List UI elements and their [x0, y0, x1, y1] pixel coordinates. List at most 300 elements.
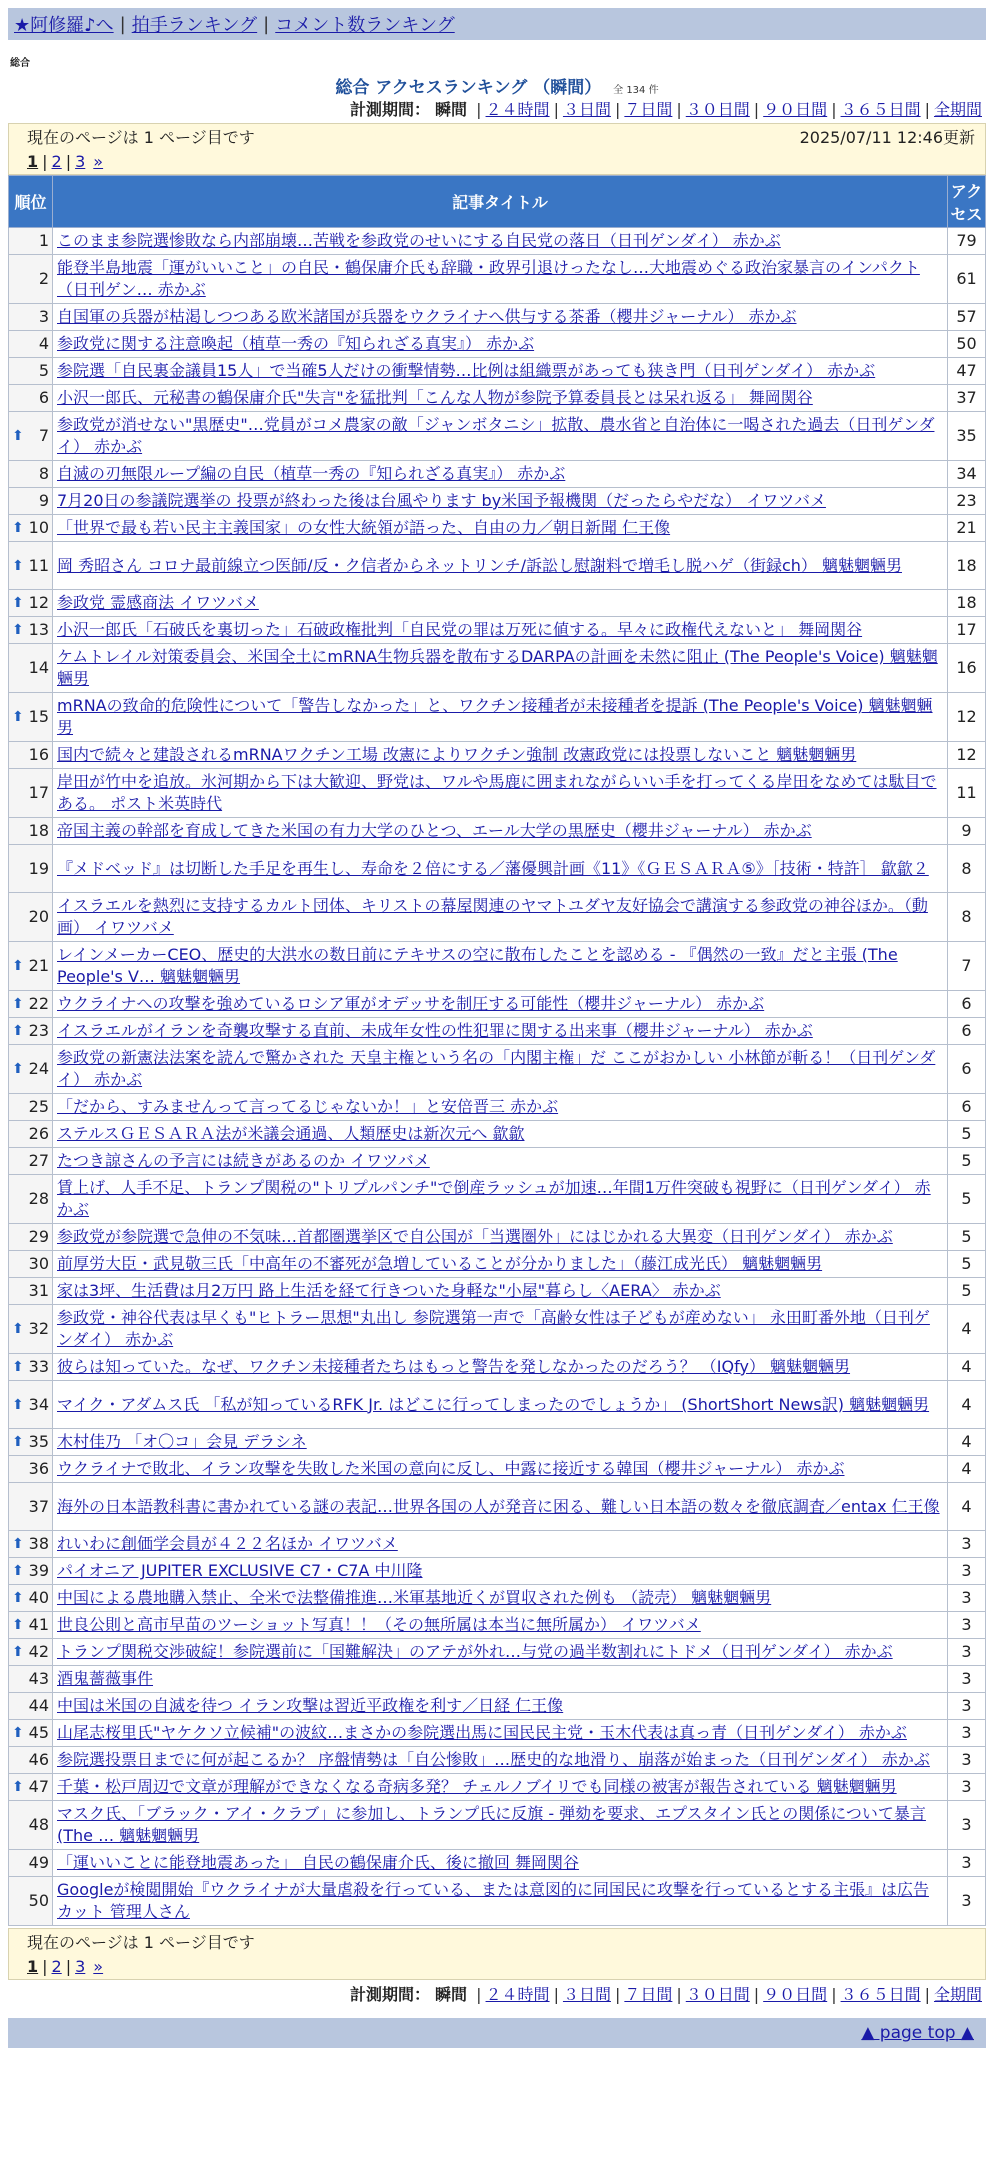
period-separator: | — [753, 100, 760, 119]
access-count: 3 — [948, 1639, 986, 1666]
article-title-link[interactable]: このまま参院選惨敗なら内部崩壊…苦戦を参政党のせいにする自民党の落日（日刊ゲンダイ） 赤かぶ — [57, 231, 781, 250]
rank-cell — [9, 1558, 53, 1585]
article-title-link[interactable]: 帝国主義の幹部を育成してきた米国の有力大学のひとつ、エール大学の黒歴史（櫻井ジャーナル） 赤かぶ — [57, 821, 812, 840]
page-link-2[interactable]: 2 — [51, 151, 62, 171]
rank-up-arrow-icon: ⬆ — [12, 1779, 24, 1795]
period-separator: | — [924, 100, 930, 119]
title-cell — [53, 644, 948, 693]
access-count: 3 — [948, 1558, 986, 1585]
access-count: 34 — [948, 461, 986, 488]
rank-number: 20 — [28, 907, 49, 926]
period-links — [472, 100, 982, 119]
article-title-link[interactable]: 自滅の刃無限ループ編の自民（植草一秀の『知られざる真実』） 赤かぶ — [57, 464, 566, 483]
access-count: 3 — [948, 1612, 986, 1639]
title-cell — [53, 331, 948, 358]
period-separator: | — [476, 100, 482, 119]
title-cell — [53, 1278, 948, 1305]
table-row — [9, 893, 986, 942]
rank-number: 5 — [38, 361, 49, 380]
title-cell — [53, 1045, 948, 1094]
access-count: 6 — [948, 1018, 986, 1045]
access-count: 12 — [948, 742, 986, 769]
table-row — [9, 1639, 986, 1666]
page-link-3[interactable]: 3 — [75, 1956, 86, 1976]
page-current: 1 — [27, 1956, 39, 1976]
page-heading — [0, 73, 994, 97]
rank-cell — [9, 1531, 53, 1558]
period-link[interactable]: ７日間 — [624, 100, 673, 119]
pagination-bottom — [8, 1928, 986, 1980]
table-row — [9, 1305, 986, 1354]
rank-cell — [9, 693, 53, 742]
rank-cell — [9, 1774, 53, 1801]
period-link[interactable]: ３日間 — [562, 100, 611, 119]
period-label: 計測期間： — [349, 100, 430, 119]
article-title-link[interactable]: 海外の日本語教科書に書かれている謎の表記…世界各国の人が発音に困る、難しい日本語の数々を徹底調査／entax 仁王像 — [57, 1496, 940, 1516]
rank-up-arrow-icon: ⬆ — [12, 1536, 24, 1552]
rank-number: 29 — [28, 1227, 49, 1246]
title-cell — [53, 412, 948, 461]
rank-up-arrow-icon: ⬆ — [12, 595, 24, 611]
rank-cell — [9, 1175, 53, 1224]
table-row — [9, 412, 986, 461]
article-title-link[interactable]: ウクライナで敗北、イラン攻撃を失敗した米国の意向に反し、中露に接近する韓国（櫻井ジャーナル） 赤かぶ — [57, 1459, 845, 1478]
title-cell — [53, 1429, 948, 1456]
rank-cell — [9, 845, 53, 893]
title-cell — [53, 515, 948, 542]
article-title-link[interactable]: 「世界で最も若い民主主義国家」の女性大統領が語った、自由の力／朝日新聞 仁王像 — [57, 518, 671, 537]
article-title-link[interactable]: 小沢一郎氏「石破氏を裏切った」石破政権批判「自民党の罪は万死に値する。早々に政権代えないと」 舞岡関谷 — [57, 620, 863, 639]
rank-number: 16 — [28, 745, 49, 764]
rank-cell — [9, 515, 53, 542]
article-title-link[interactable]: mRNAの致命的危険性について「警告しなかった」と、ワクチン接種者が未接種者を提訴 (The People's Voice) 魑魅魍魎男 — [57, 696, 933, 737]
table-row — [9, 1429, 986, 1456]
access-count: 4 — [948, 1456, 986, 1483]
site-home-link[interactable]: ★阿修羅♪へ — [14, 15, 114, 36]
section-label: 総合 — [10, 58, 30, 69]
rank-number: 7 — [38, 426, 49, 445]
article-title-link[interactable]: 中国による農地購入禁止、全米で法整備推進…米軍基地近くが買収された例も （読売） 魑魅魍魎男 — [57, 1588, 772, 1607]
table-row — [9, 1558, 986, 1585]
top-nav-bar — [8, 8, 986, 40]
access-count: 5 — [948, 1251, 986, 1278]
rank-number: 18 — [28, 821, 49, 840]
table-row — [9, 769, 986, 818]
page-info-text: 現在のページは 1 ページ目です — [27, 127, 255, 147]
period-selector-top — [0, 97, 982, 123]
title-cell — [53, 1381, 948, 1429]
table-row — [9, 385, 986, 412]
rank-number: 9 — [38, 491, 49, 510]
article-title-link[interactable]: 能登半島地震「運がいいこと」の自民・鶴保庸介氏も辞職・政界引退けったなし…大地震めぐる政治家暴言のインパクト（日刊ゲン… 赤かぶ — [57, 258, 920, 299]
rank-cell — [9, 1850, 53, 1877]
rank-number: 15 — [28, 707, 49, 726]
period-link[interactable]: ３６５日間 — [840, 100, 921, 119]
article-title-link[interactable]: 国内で続々と建設されるmRNAワクチン工場 改憲によりワクチン強制 改憲政党には投票しないこと 魑魅魍魎男 — [57, 745, 857, 764]
access-count: 4 — [948, 1429, 986, 1456]
access-count: 4 — [948, 1483, 986, 1531]
period-link[interactable]: ３０日間 — [685, 1985, 750, 2004]
article-title-link[interactable]: イスラエルがイランを奇襲攻撃する直前、未成年女性の性犯罪に関する出来事（櫻井ジャーナル） 赤かぶ — [57, 1021, 813, 1040]
period-current: 瞬間 — [435, 1985, 468, 2004]
title-cell — [53, 1483, 948, 1531]
article-title-link[interactable]: 世良公則と高市早苗のツーショット写真！！（その無所属は本当に無所属か） イワツバメ — [57, 1615, 701, 1634]
table-row — [9, 1381, 986, 1429]
rank-number: 17 — [28, 783, 49, 802]
article-title-link[interactable]: 中国は米国の自滅を待つ イラン攻撃は習近平政権を利す／日経 仁王像 — [57, 1696, 564, 1715]
page-link-2[interactable]: 2 — [51, 1956, 62, 1976]
period-link[interactable]: ３日間 — [562, 1985, 611, 2004]
rank-number: 22 — [28, 994, 49, 1013]
article-title-link[interactable]: 『メドベッド』は切断した手足を再生し、寿命を２倍にする／藩優興計画《11》《ＧＥＳＡＲＡ⑤》［技術・特許］ 歙歙２ — [57, 858, 929, 878]
access-count: 6 — [948, 1045, 986, 1094]
header-rank: 順位 — [9, 176, 53, 228]
rank-number: 27 — [28, 1151, 49, 1170]
rank-number: 26 — [28, 1124, 49, 1143]
article-title-link[interactable]: 参政党 霊感商法 イワツバメ — [57, 593, 259, 612]
article-title-link[interactable]: レインメーカーCEO、歴史的大洪水の数日前にテキサスの空に散布したことを認める - 『偶然の一致』だと主張 (The People's V… 魑魅魍魎男 — [57, 945, 898, 986]
rank-number: 14 — [28, 658, 49, 677]
access-count: 23 — [948, 488, 986, 515]
title-cell — [53, 617, 948, 644]
rank-cell — [9, 1224, 53, 1251]
rank-cell — [9, 1381, 53, 1429]
period-link[interactable]: 全期間 — [933, 1985, 982, 2004]
title-cell — [53, 769, 948, 818]
table-row — [9, 942, 986, 991]
page-links: 1 | 2 | 3 » — [27, 1956, 104, 1976]
table-row — [9, 1456, 986, 1483]
article-title-link[interactable]: 家は3坪、生活費は月2万円 路上生活を経て行きついた身軽な"小屋"暮らし〈AERA〉 赤かぶ — [57, 1281, 721, 1300]
page-next-link[interactable]: » — [93, 151, 104, 171]
page-next-link[interactable]: » — [93, 1956, 104, 1976]
period-separator: | — [676, 100, 682, 119]
title-cell — [53, 1720, 948, 1747]
access-count: 18 — [948, 542, 986, 590]
table-row — [9, 331, 986, 358]
access-count: 3 — [948, 1774, 986, 1801]
article-title-link[interactable]: たつき諒さんの予言には続きがあるのか イワツバメ — [57, 1151, 430, 1170]
article-title-link[interactable]: 「運いいことに能登地震あった」 自民の鶴保庸介氏、後に撤回 舞岡関谷 — [57, 1853, 580, 1872]
title-cell — [53, 1693, 948, 1720]
rank-cell — [9, 1666, 53, 1693]
table-row — [9, 1148, 986, 1175]
title-cell — [53, 1639, 948, 1666]
title-cell — [53, 1801, 948, 1850]
period-link[interactable]: ３６５日間 — [840, 1985, 921, 2004]
access-count: 9 — [948, 818, 986, 845]
rank-number: 40 — [28, 1588, 49, 1607]
rank-cell — [9, 385, 53, 412]
period-link[interactable]: ９０日間 — [763, 1985, 828, 2004]
table-row — [9, 818, 986, 845]
table-row — [9, 1121, 986, 1148]
rank-number: 44 — [28, 1696, 49, 1715]
article-title-link[interactable]: マイク・アダムス氏 「私が知っているRFK Jr. はどこに行ってしまったのでしょうか」 (ShortShort News訳) 魑魅魍魎男 — [57, 1394, 930, 1414]
rank-up-arrow-icon: ⬆ — [12, 428, 24, 444]
table-row — [9, 1175, 986, 1224]
table-row — [9, 515, 986, 542]
rank-cell — [9, 742, 53, 769]
article-title-link[interactable]: 酒鬼薔薇事件 — [57, 1669, 154, 1688]
rank-cell — [9, 1094, 53, 1121]
table-row — [9, 255, 986, 304]
article-title-link[interactable]: 「だから、すみませんって言ってるじゃないか！」と安倍晋三 赤かぶ — [57, 1097, 559, 1116]
rank-number: 13 — [28, 620, 49, 639]
access-count: 8 — [948, 893, 986, 942]
rank-number: 50 — [28, 1891, 49, 1910]
article-title-link[interactable]: 賃上げ、人手不足、トランプ関税の"トリプルパンチ"で倒産ラッシュが加速…年間1万件突破も視野に（日刊ゲンダイ） 赤かぶ — [57, 1178, 931, 1219]
rank-up-arrow-icon: ⬆ — [12, 709, 24, 725]
access-count: 50 — [948, 331, 986, 358]
article-title-link[interactable]: トランプ関税交渉破綻！参院選前に「国難解決」のアテが外れ…与党の過半数割れにトドメ（日刊ゲンダイ） 赤かぶ — [57, 1642, 893, 1661]
rank-number: 34 — [28, 1394, 49, 1414]
article-title-link[interactable]: 参政党が消せない"黒歴史"…党員がコメ農家の敵「ジャンボタニシ」拡散、農水省と自治体に一喝された過去（日刊ゲンダイ） 赤かぶ — [57, 415, 935, 456]
rank-cell — [9, 1877, 53, 1926]
title-cell — [53, 1175, 948, 1224]
rank-cell — [9, 255, 53, 304]
rank-cell — [9, 461, 53, 488]
period-separator: | — [676, 1985, 682, 2004]
rank-number: 19 — [28, 858, 49, 878]
article-title-link[interactable]: れいわに創価学会員が４２２名ほか イワツバメ — [57, 1534, 398, 1553]
table-row — [9, 1720, 986, 1747]
article-title-link[interactable]: 山尾志桜里氏"ヤケクソ立候補"の波紋…まさかの参院選出馬に国民民主党・玉木代表は真っ青（日刊ゲンダイ） 赤かぶ — [57, 1723, 907, 1742]
period-separator: | — [553, 100, 559, 119]
table-row — [9, 1774, 986, 1801]
access-count: 37 — [948, 385, 986, 412]
rank-cell — [9, 1018, 53, 1045]
access-count: 6 — [948, 991, 986, 1018]
article-title-link[interactable]: 参院選「自民裏金議員15人」で当確5人だけの衝撃情勢…比例は組織票があっても狭き門（日刊ゲンダイ） 赤かぶ — [57, 361, 876, 380]
rank-cell — [9, 1251, 53, 1278]
article-title-link[interactable]: 自国軍の兵器が枯渇しつつある欧米諸国が兵器をウクライナへ供与する茶番（櫻井ジャーナル） 赤かぶ — [57, 307, 797, 326]
comment-ranking-link[interactable]: コメント数ランキング — [275, 15, 455, 36]
rank-number: 28 — [28, 1189, 49, 1208]
table-row — [9, 1666, 986, 1693]
rank-up-arrow-icon: ⬆ — [12, 1563, 24, 1579]
title-cell — [53, 1612, 948, 1639]
rank-number: 8 — [38, 464, 49, 483]
access-count: 3 — [948, 1585, 986, 1612]
article-title-link[interactable]: 7月20日の参議院選挙の 投票が終わった後は台風やります by米国予報機関（だったらやだな） イワツバメ — [57, 491, 826, 510]
rank-cell — [9, 644, 53, 693]
title-cell — [53, 1251, 948, 1278]
period-link[interactable]: ２４時間 — [485, 100, 550, 119]
rank-number: 36 — [28, 1459, 49, 1478]
rank-cell — [9, 1483, 53, 1531]
table-row — [9, 1018, 986, 1045]
access-count: 4 — [948, 1354, 986, 1381]
page-link-3[interactable]: 3 — [75, 151, 86, 171]
nav-separator: | — [263, 13, 270, 35]
rank-cell — [9, 1045, 53, 1094]
title-cell — [53, 1585, 948, 1612]
rank-number: 33 — [28, 1357, 49, 1376]
pagination-top — [8, 123, 986, 175]
header-title: 記事タイトル — [53, 176, 948, 228]
article-title-link[interactable]: パイオニア JUPITER EXCLUSIVE C7・C7A 中川隆 — [57, 1561, 423, 1580]
table-row — [9, 991, 986, 1018]
rank-cell — [9, 1801, 53, 1850]
table-row — [9, 1278, 986, 1305]
table-row — [9, 228, 986, 255]
article-title-link[interactable]: マスク氏、「ブラック・アイ・クラブ」に参加し、トランプ氏に反旗 - 弾劾を要求、エプスタイン氏との関係について暴言 (The … 魑魅魍魎男 — [57, 1804, 926, 1845]
title-cell — [53, 1354, 948, 1381]
access-count: 4 — [948, 1381, 986, 1429]
rank-number: 3 — [38, 307, 49, 326]
nav-separator: | — [119, 13, 126, 35]
table-row — [9, 1850, 986, 1877]
rank-cell — [9, 358, 53, 385]
table-row — [9, 358, 986, 385]
access-count: 6 — [948, 1094, 986, 1121]
access-count: 3 — [948, 1850, 986, 1877]
table-row — [9, 1747, 986, 1774]
period-link[interactable]: ３０日間 — [685, 100, 750, 119]
title-cell — [53, 1666, 948, 1693]
rank-cell — [9, 1612, 53, 1639]
article-title-link[interactable]: イスラエルを熱烈に支持するカルト団体、キリストの幕屋関連のヤマトユダヤ友好協会で講演する参政党の神谷ほか。（動画） イワツバメ — [57, 896, 928, 937]
rank-up-arrow-icon: ⬆ — [12, 1321, 24, 1337]
rank-up-arrow-icon: ⬆ — [12, 1359, 24, 1375]
access-count: 17 — [948, 617, 986, 644]
access-count: 3 — [948, 1531, 986, 1558]
period-link[interactable]: 全期間 — [933, 100, 982, 119]
title-cell — [53, 1148, 948, 1175]
article-title-link[interactable]: 千葉・松戸周辺で文章が理解ができなくなる奇病多発？ チェルノブイリでも同様の被害が報告されている 魑魅魍魎男 — [57, 1777, 897, 1796]
title-cell — [53, 1018, 948, 1045]
page-links: 1 | 2 | 3 » — [27, 151, 104, 171]
rank-number: 24 — [28, 1059, 49, 1078]
table-row — [9, 1531, 986, 1558]
page-title: 総合 アクセスランキング （瞬間） — [335, 78, 602, 98]
article-title-link[interactable]: 参院選投票日までに何が起こるか？ 序盤情勢は「自公惨敗」…歴史的な地滑り、崩落が始まった（日刊ゲンダイ） 赤かぶ — [57, 1750, 930, 1769]
article-title-link[interactable]: 参政党の新憲法法案を読んで驚かされた 天皇主権という名の「内閣主権」だ ここがおかしい 小林節が斬る！（日刊ゲンダイ） 赤かぶ — [57, 1048, 936, 1089]
rank-cell — [9, 942, 53, 991]
article-title-link[interactable]: 前厚労大臣・武見敬三氏「中高年の不審死が急増していることが分かりました」（藤江成光氏） 魑魅魍魎男 — [57, 1254, 823, 1273]
table-row — [9, 1877, 986, 1926]
access-count: 7 — [948, 942, 986, 991]
rank-cell — [9, 1585, 53, 1612]
period-links — [472, 1985, 982, 2004]
footer-bar — [8, 2018, 986, 2048]
rank-cell — [9, 818, 53, 845]
article-title-link[interactable]: 参政党に関する注意喚起（植草一秀の『知られざる真実』） 赤かぶ — [57, 334, 535, 353]
rank-up-arrow-icon: ⬆ — [12, 996, 24, 1012]
access-count: 3 — [948, 1693, 986, 1720]
article-title-link[interactable]: ケムトレイル対策委員会、米国全土にmRNA生物兵器を散布するDARPAの計画を未然に阻止 (The People's Voice) 魑魅魍魎男 — [57, 647, 938, 688]
rank-up-arrow-icon: ⬆ — [12, 520, 24, 536]
rank-number: 1 — [38, 231, 49, 250]
title-cell — [53, 385, 948, 412]
page-top-link[interactable]: ▲ page top ▲ — [861, 2023, 974, 2043]
rank-number: 2 — [38, 269, 49, 288]
rank-up-arrow-icon: ⬆ — [12, 557, 24, 574]
article-title-link[interactable]: 参政党・神谷代表は早くも"ヒトラー思想"丸出し 参院選第一声で「高齢女性は子どもが産めない」 永田町番外地（日刊ゲンダイ） 赤かぶ — [57, 1308, 930, 1349]
updated-timestamp: 2025/07/11 12:46更新 — [799, 127, 975, 147]
rank-cell — [9, 991, 53, 1018]
title-cell — [53, 1850, 948, 1877]
access-count: 16 — [948, 644, 986, 693]
article-title-link[interactable]: 彼らは知っていた。なぜ、ワクチン未接種者たちはもっと警告を発しなかったのだろう？ （IQfy） 魑魅魍魎男 — [57, 1357, 851, 1376]
period-separator: | — [553, 1985, 559, 2004]
title-cell — [53, 1558, 948, 1585]
access-count: 11 — [948, 769, 986, 818]
table-row — [9, 1045, 986, 1094]
title-cell — [53, 542, 948, 590]
article-title-link[interactable]: 岡 秀昭さん コロナ最前線立つ医師/反・ク信者からネットリンチ/訴訟し慰謝料で増毛し脱ハゲ（街録ch） 魑魅魍魎男 — [57, 555, 902, 575]
rank-up-arrow-icon: ⬆ — [12, 1023, 24, 1039]
rank-cell — [9, 590, 53, 617]
title-cell — [53, 1305, 948, 1354]
article-title-link[interactable]: 小沢一郎氏、元秘書の鶴保庸介氏"失言"を猛批判「こんな人物が参院予算委員長とは呆れ返る」 舞岡関谷 — [57, 388, 813, 407]
ranking-rows — [9, 228, 986, 1926]
access-count: 5 — [948, 1148, 986, 1175]
title-cell — [53, 1121, 948, 1148]
title-cell — [53, 590, 948, 617]
rank-number: 35 — [28, 1432, 49, 1451]
table-row — [9, 1693, 986, 1720]
article-title-link[interactable]: 岸田が竹中を追放。氷河期から下は大歓迎、野党は、ワルや馬鹿に囲まれながらいい手を打ってくる岸田をなめては駄目である。 ポスト米英時代 — [57, 772, 937, 813]
title-cell — [53, 255, 948, 304]
table-row — [9, 644, 986, 693]
title-cell — [53, 1774, 948, 1801]
table-row — [9, 1354, 986, 1381]
access-count: 3 — [948, 1666, 986, 1693]
table-row — [9, 1801, 986, 1850]
period-separator: | — [614, 1985, 621, 2004]
rank-cell — [9, 617, 53, 644]
article-title-link[interactable]: 参政党が参院選で急伸の不気味…首都圏選挙区で自公国が「当選圏外」にはじかれる大異変（日刊ゲンダイ） 赤かぶ — [57, 1227, 893, 1246]
access-count: 4 — [948, 1305, 986, 1354]
table-row — [9, 742, 986, 769]
table-row — [9, 590, 986, 617]
article-title-link[interactable]: ステルスＧＥＳＡＲＡ法が米議会通過、人類歴史は新次元へ 歙歙 — [57, 1124, 525, 1143]
title-cell — [53, 845, 948, 893]
rank-cell — [9, 228, 53, 255]
period-current: 瞬間 — [435, 100, 468, 119]
rank-cell — [9, 1693, 53, 1720]
rank-number: 12 — [28, 593, 49, 612]
title-cell — [53, 304, 948, 331]
rank-cell — [9, 1456, 53, 1483]
article-title-link[interactable]: ウクライナへの攻撃を強めているロシア軍がオデッサを制圧する可能性（櫻井ジャーナル） 赤かぶ — [57, 994, 765, 1013]
access-count: 47 — [948, 358, 986, 385]
rank-up-arrow-icon: ⬆ — [12, 1061, 24, 1077]
rank-number: 11 — [28, 555, 49, 575]
period-link[interactable]: ７日間 — [624, 1985, 673, 2004]
article-title-link[interactable]: Googleが検閲開始『ウクライナが大量虐殺を行っている、または意図的に同国民に攻撃を行っているとする主張』は広告カット 管理人さん — [57, 1880, 929, 1921]
rank-cell — [9, 412, 53, 461]
period-link[interactable]: ２４時間 — [485, 1985, 550, 2004]
rank-cell — [9, 769, 53, 818]
rank-up-arrow-icon: ⬆ — [12, 1434, 24, 1450]
title-cell — [53, 358, 948, 385]
period-link[interactable]: ９０日間 — [763, 100, 828, 119]
clap-ranking-link[interactable]: 拍手ランキング — [131, 15, 258, 36]
table-row — [9, 1483, 986, 1531]
rank-number: 4 — [38, 334, 49, 353]
table-row — [9, 488, 986, 515]
title-cell — [53, 1531, 948, 1558]
rank-cell — [9, 1429, 53, 1456]
access-count: 3 — [948, 1747, 986, 1774]
article-title-link[interactable]: 木村佳乃 「オ〇コ」会見 デラシネ — [57, 1432, 307, 1451]
table-row — [9, 304, 986, 331]
table-row — [9, 461, 986, 488]
rank-number: 38 — [28, 1534, 49, 1553]
